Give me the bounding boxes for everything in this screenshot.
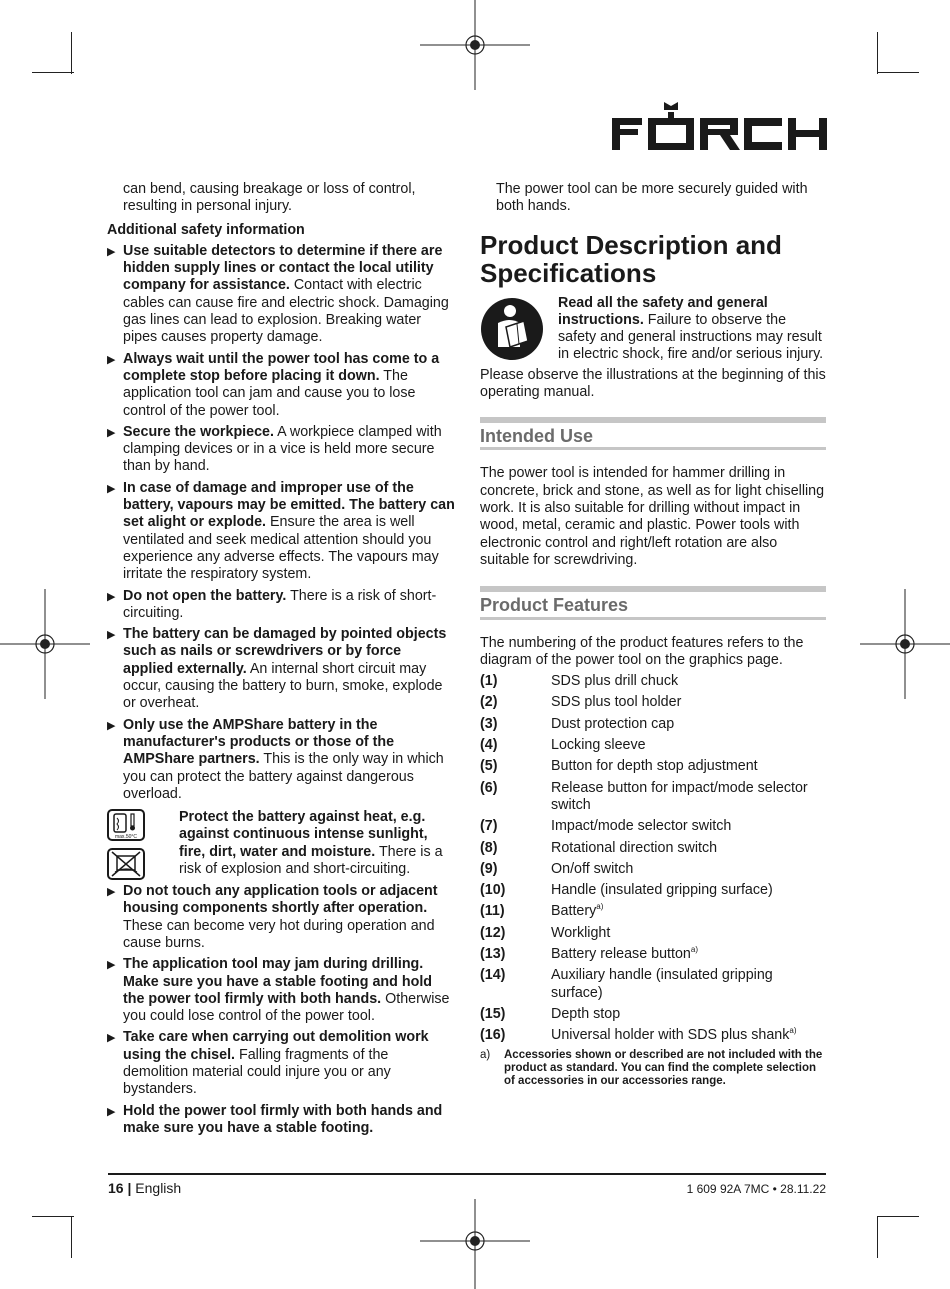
footer-rule [108,1173,826,1175]
product-features-intro: The numbering of the product features refers to the diagram of the power tool on the graphics page. [480,634,804,668]
heat-warning [107,809,455,879]
bullet-arrow-icon: ▶ [107,482,116,495]
document-code: 1 609 92A 7MC • 28.11.22 [686,1182,826,1196]
bullet-arrow-icon: ▶ [107,959,116,972]
crop-mark [32,72,74,73]
bullet-arrow-icon: ▶ [107,719,116,732]
registration-mark-icon [420,0,530,90]
left-column [107,181,455,1137]
registration-mark-icon [860,589,950,699]
no-water-icon [107,848,145,880]
product-features-section [480,586,826,619]
safety-bullet: ▶ Use suitable detectors to determine if there are hidden supply lines or contact the local utility company for assistance. Contact with electric cables can cause fire and electric shock. Damaging gas lines can lead to explosion. Breaking water pipes causes property damage. [107,242,449,346]
feature-item: (1) SDS plus drill chuck [480,673,679,690]
safety-bullet: ▶ Take care when carrying out demolition work using the chisel. Falling fragments of the demolition material could injure you or any bystanders. [107,1029,429,1098]
observe-text: Please observe the illustrations at the beginning of this operating manual. [480,366,826,400]
bullet-arrow-icon: ▶ [107,629,116,642]
crop-mark [71,32,72,74]
bullet-arrow-icon: ▶ [107,426,116,439]
crop-mark [71,1216,72,1258]
bullet-arrow-icon: ▶ [107,353,116,366]
feature-item: (8) Rotational direction switch [480,839,718,856]
feature-item: (14) Auxiliary handle (insulated gripping surface) [480,967,773,1001]
temperature-label: max.50°C [114,834,138,841]
feature-item: (5) Button for depth stop adjustment [480,758,758,775]
feature-list [480,673,826,1044]
heat-warning-text: Protect the battery against heat, e.g. against continuous intense sunlight, fire, dirt, water and moisture. There is a risk of explosion and short-circuiting. [179,809,443,877]
page-number: 16 | English [108,1180,182,1196]
brand-logo [612,100,827,152]
safety-note [480,295,826,367]
feature-item: (7) Impact/mode selector switch [480,818,732,835]
feature-item: (11) Battery$^{a)}$ [480,902,604,920]
footnote: a) Accessories shown or described are not included with the product as standard. You can find the complete selection of accessories in our accessories range. [480,1048,823,1087]
safety-note-text: Read all the safety and general instructions. Failure to observe the safety and general instructions may result in electric shock, fire and/or serious injury. [558,294,824,363]
safety-bullet: ▶ Secure the workpiece. A workpiece clamped with clamping devices or in a vice is held more secure than by hand. [107,423,442,475]
feature-item: (12) Worklight [480,924,611,941]
section-heading: Product Features [480,595,629,616]
safety-bullet: ▶ Hold the power tool firmly with both hands and make sure you have a stable footing. [107,1102,443,1136]
page-title: Product Description and Specifications [480,229,782,288]
crop-mark [877,32,878,74]
intro-text: The power tool can be more securely guided with both hands. [496,181,808,215]
right-column [480,181,826,1088]
safety-bullet: ▶ Do not open the battery. There is a risk of short-circuiting. [107,587,437,621]
crop-mark [32,1216,74,1217]
bullet-arrow-icon: ▶ [107,1032,116,1045]
intended-use-section [480,417,826,450]
section-heading: Additional safety information [107,221,305,238]
safety-bullet: ▶ The battery can be damaged by pointed objects such as nails or screwdrivers or by force applied externally. An internal short circuit may occur, causing the battery to burn, smoke, explode or overheat. [107,626,447,712]
safety-bullet: ▶ Do not touch any application tools or adjacent housing components shortly after operation. These can become very hot during operation and cause burns. [107,883,438,951]
bullet-arrow-icon: ▶ [107,590,116,603]
feature-item: (6) Release button for impact/mode selector switch [480,779,808,813]
feature-item: (4) Locking sleeve [480,737,646,754]
feature-item: (15) Depth stop [480,1005,621,1022]
feature-item: (10) Handle (insulated gripping surface) [480,882,773,899]
feature-item: (9) On/off switch [480,860,634,877]
crop-mark [877,1216,878,1258]
safety-bullet: ▶ Always wait until the power tool has come to a complete stop before placing it down. The application tool can jam and cause you to lose control of the power tool. [107,350,440,419]
safety-bullet: ▶ In case of damage and improper use of the battery, vapours may be emitted. The battery can set alight or explode. Ensure the area is well ventilated and seek medical attention should you experience any adverse effects. The vapours may irritate the respiratory system. [107,479,455,583]
feature-item: (13) Battery release button$^{a)}$ [480,945,699,963]
bullet-arrow-icon: ▶ [107,886,116,899]
feature-item: (16) Universal holder with SDS plus shank$^{a)}$ [480,1026,797,1044]
registration-mark-icon [420,1199,530,1289]
feature-item: (3) Dust protection cap [480,715,675,732]
feature-item: (2) SDS plus tool holder [480,694,682,711]
intro-text: can bend, causing breakage or loss of control, resulting in personal injury. [123,181,416,215]
heat-temperature-icon [107,809,145,841]
section-heading: Intended Use [480,426,594,447]
registration-mark-icon [0,589,90,699]
bullet-arrow-icon: ▶ [107,245,116,258]
crop-mark [877,1216,919,1217]
bullet-arrow-icon: ▶ [107,1105,116,1118]
safety-bullet: ▶ The application tool may jam during drilling. Make sure you have a stable footing and hold the power tool firmly with both hands. Otherwise you could lose control of the power tool. [107,956,450,1025]
read-manual-icon [480,297,544,361]
intended-use-text: The power tool is intended for hammer drilling in concrete, brick and stone, as well as for light chiselling work. It is also suitable for drilling without impact in wood, metal, ceramic and plastic. Power tools with electronic control and right/left rotation are also suitable for screwdriving. [480,465,825,568]
safety-bullet: ▶ Only use the AMPShare battery in the manufacturer's products or those of the AMPShare partners. This is the only way in which you can protect the battery against dangerous overload. [107,716,444,802]
crop-mark [877,72,919,73]
